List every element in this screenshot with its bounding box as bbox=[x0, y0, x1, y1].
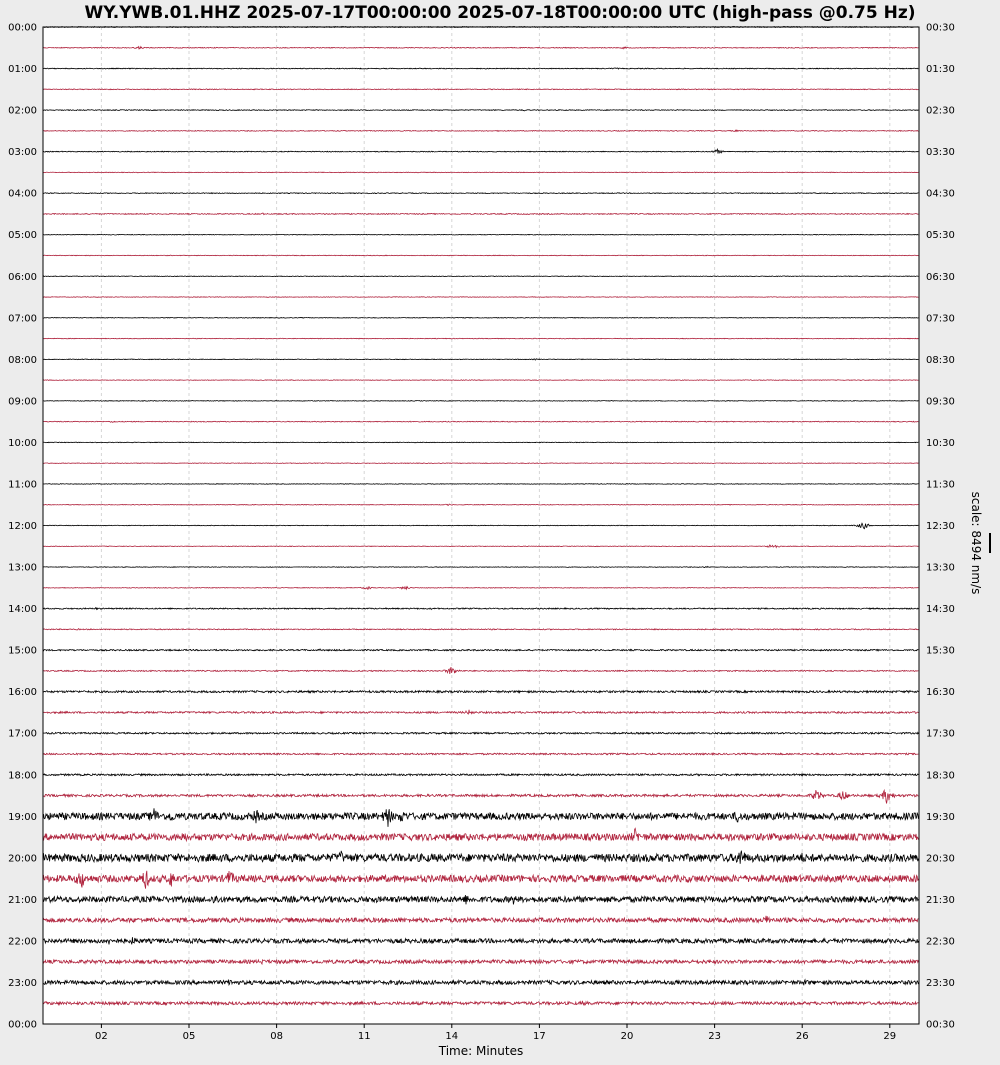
x-tick-label: 26 bbox=[795, 1031, 809, 1042]
left-time-label: 18:00 bbox=[8, 770, 37, 782]
right-time-label: 14:30 bbox=[926, 604, 955, 616]
right-time-label: 02:30 bbox=[926, 105, 955, 117]
seismic-trace bbox=[43, 276, 918, 277]
right-time-label: 12:30 bbox=[926, 521, 955, 532]
x-tick-label: 29 bbox=[883, 1031, 897, 1042]
right-time-label: 22:30 bbox=[926, 936, 955, 948]
left-time-label: 16:00 bbox=[8, 687, 37, 699]
left-time-label: 11:00 bbox=[8, 479, 37, 491]
seismic-trace bbox=[43, 338, 918, 339]
right-time-label: 10:30 bbox=[926, 437, 955, 449]
left-time-labels bbox=[8, 23, 37, 1031]
left-time-label: 00:00 bbox=[8, 22, 37, 34]
right-time-label: 13:30 bbox=[926, 562, 955, 574]
left-time-label: 07:00 bbox=[8, 313, 37, 325]
left-time-label: 21:00 bbox=[8, 894, 37, 906]
right-time-label: 18:30 bbox=[926, 770, 955, 782]
left-time-label: 22:00 bbox=[8, 936, 37, 948]
left-time-label: 09:00 bbox=[8, 396, 37, 408]
right-time-label: 15:30 bbox=[926, 645, 955, 657]
seismic-trace bbox=[43, 774, 918, 776]
right-time-label: 11:30 bbox=[926, 479, 955, 491]
x-tick-label: 02 bbox=[95, 1031, 108, 1042]
seismic-trace bbox=[43, 255, 918, 256]
seismic-trace bbox=[43, 401, 918, 402]
right-time-label: 00:30 bbox=[926, 1019, 955, 1031]
left-time-label: 08:00 bbox=[8, 354, 37, 366]
right-time-label: 23:30 bbox=[926, 977, 955, 989]
right-time-label: 16:30 bbox=[926, 687, 955, 699]
left-time-label: 04:00 bbox=[8, 188, 37, 200]
seismic-trace bbox=[43, 484, 918, 485]
right-time-label: 00:30 bbox=[926, 22, 955, 34]
right-time-label: 06:30 bbox=[926, 271, 955, 283]
seismic-trace bbox=[43, 463, 918, 464]
right-time-label: 03:30 bbox=[926, 147, 955, 159]
right-time-label: 08:30 bbox=[926, 354, 955, 366]
x-axis-ticks bbox=[95, 1024, 896, 1042]
left-time-label: 05:00 bbox=[8, 230, 37, 242]
right-time-label: 17:30 bbox=[926, 728, 955, 740]
left-time-label: 10:00 bbox=[8, 437, 37, 449]
x-tick-label: 20 bbox=[620, 1031, 634, 1042]
x-axis-label: Time: Minutes bbox=[438, 1044, 524, 1058]
left-time-label: 23:00 bbox=[8, 977, 37, 989]
right-time-labels bbox=[926, 23, 955, 1031]
x-tick-label: 14 bbox=[445, 1031, 459, 1042]
seismic-trace bbox=[43, 442, 918, 443]
right-time-label: 05:30 bbox=[926, 230, 955, 242]
x-tick-label: 23 bbox=[708, 1031, 721, 1042]
left-time-label: 15:00 bbox=[8, 645, 37, 657]
left-time-label: 00:00 bbox=[8, 1019, 37, 1031]
left-time-label: 06:00 bbox=[8, 271, 37, 283]
left-time-label: 17:00 bbox=[8, 728, 37, 740]
right-time-label: 09:30 bbox=[926, 396, 955, 408]
left-time-label: 13:00 bbox=[8, 562, 37, 574]
x-tick-label: 17 bbox=[533, 1031, 546, 1042]
left-time-label: 20:00 bbox=[8, 853, 37, 865]
right-time-label: 01:30 bbox=[926, 64, 955, 76]
right-time-label: 07:30 bbox=[926, 313, 955, 325]
x-tick-label: 08 bbox=[270, 1031, 283, 1042]
left-time-label: 19:00 bbox=[8, 811, 37, 823]
left-time-label: 14:00 bbox=[8, 604, 37, 616]
left-time-label: 12:00 bbox=[8, 521, 37, 532]
right-time-label: 21:30 bbox=[926, 894, 955, 906]
left-time-label: 03:00 bbox=[8, 147, 37, 159]
left-time-label: 01:00 bbox=[8, 64, 37, 76]
x-tick-label: 11 bbox=[357, 1031, 371, 1042]
seismic-trace bbox=[43, 172, 918, 173]
seismic-trace bbox=[43, 297, 918, 298]
seismic-trace bbox=[43, 234, 918, 235]
chart-title: WY.YWB.01.HHZ 2025-07-17T00:00:00 2025-07-18T00:00:00 UTC (high-pass @0.75 Hz) bbox=[84, 3, 916, 23]
right-time-label: 19:30 bbox=[926, 811, 955, 823]
right-time-label: 04:30 bbox=[926, 188, 955, 200]
scale-label: scale: 8494 nm/s bbox=[969, 491, 983, 595]
left-time-label: 02:00 bbox=[8, 105, 37, 117]
x-tick-label: 05 bbox=[182, 1031, 196, 1042]
right-time-label: 20:30 bbox=[926, 853, 955, 865]
